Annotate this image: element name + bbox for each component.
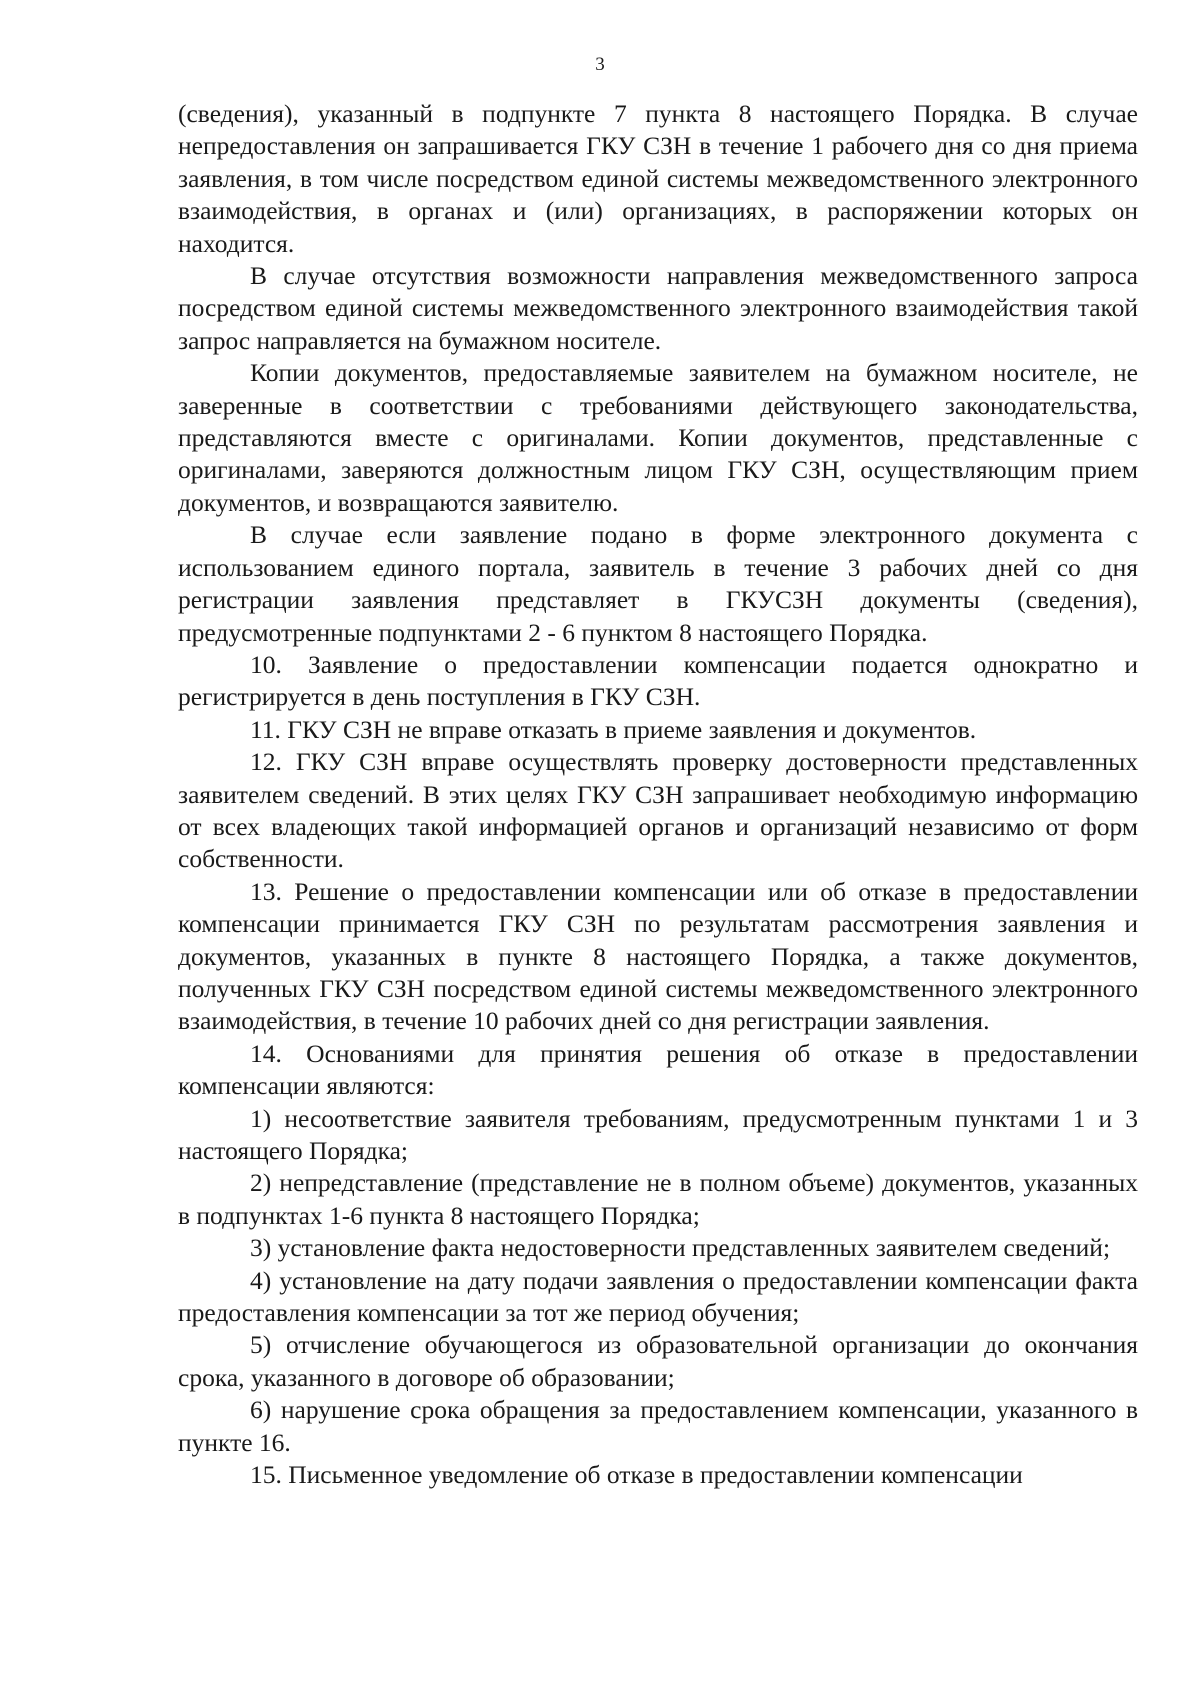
- paragraph-clause-15: 15. Письменное уведомление об отказе в предоставлении компенсации: [250, 1460, 1023, 1490]
- paragraph-clause-12: 12. ГКУ СЗН вправе осуществлять проверку достоверности представленных заявителем сведений. В этих целях ГКУ СЗН запрашивает необходимую информацию от всех владеющих такой информацией органов и организаций независимо от форм собственности.: [178, 747, 1138, 874]
- list-item: 5) отчисление обучающегося из образовательной организации до окончания срока, указанного в договоре об образовании;: [178, 1330, 1138, 1392]
- paragraph-clause-14: 14. Основаниями для принятия решения об отказе в предоставлении компенсации являются:: [178, 1038, 1138, 1101]
- document-body: [178, 98, 1138, 1491]
- paragraph: В случае отсутствия возможности направления межведомственного запроса посредством единой системы межведомственного электронного взаимодействия такой запрос направляется на бумажном носителе.: [178, 261, 1138, 355]
- list-item: 3) установление факта недостоверности представленных заявителем сведений;: [250, 1233, 1111, 1263]
- paragraph-clause-10: 10. Заявление о предоставлении компенсации подается однократно и регистрируется в день поступления в ГКУ СЗН.: [178, 649, 1138, 712]
- list-item: 6) нарушение срока обращения за предоставлением компенсации, указанного в пункте 16.: [178, 1395, 1138, 1457]
- list-item: 1) несоответствие заявителя требованиям, предусмотренным пунктами 1 и 3 настоящего Порядка;: [178, 1103, 1138, 1165]
- paragraph-clause-13: 13. Решение о предоставлении компенсации или об отказе в предоставлении компенсации принимается ГКУ СЗН по результатам рассмотрения заявления и документов, указанных в пункте 8 настоящего Порядка, а также документов, полученных ГКУ СЗН посредством единой системы межведомственного электронного взаимодействия, в течение 10 рабочих дней со дня регистрации заявления.: [178, 876, 1138, 1036]
- list-item: 2) непредставление (представление не в полном объеме) документов, указанных в подпунктах 1-6 пункта 8 настоящего Порядка;: [178, 1168, 1138, 1230]
- paragraph: (сведения), указанный в подпункте 7 пункта 8 настоящего Порядка. В случае непредоставления он запрашивается ГКУ СЗН в течение 1 рабочего дня со дня приема заявления, в том числе посредством единой системы межведомственного электронного взаимодействия, в органах и (или) организациях, в распоряжении которых он находится.: [178, 99, 1138, 258]
- paragraph: В случае если заявление подано в форме электронного документа с использованием единого портала, заявитель в течение 3 рабочих дней со дня регистрации заявления представляет в ГКУСЗН документы (сведения), предусмотренные подпунктами 2 - 6 пунктом 8 настоящего Порядка.: [178, 520, 1138, 647]
- paragraph: Копии документов, предоставляемые заявителем на бумажном носителе, не заверенные в соответствии с требованиями действующего законодательства, представляются вместе с оригиналами. Копии документов, представленные с оригиналами, заверяются должностным лицом ГКУ СЗН, осуществляющим прием документов, и возвращаются заявителю.: [178, 358, 1138, 517]
- paragraph-clause-11: 11. ГКУ СЗН не вправе отказать в приеме заявления и документов.: [250, 714, 977, 744]
- list-item: 4) установление на дату подачи заявления о предоставлении компенсации факта предоставления компенсации за тот же период обучения;: [178, 1265, 1138, 1328]
- page-number: 3: [595, 54, 605, 75]
